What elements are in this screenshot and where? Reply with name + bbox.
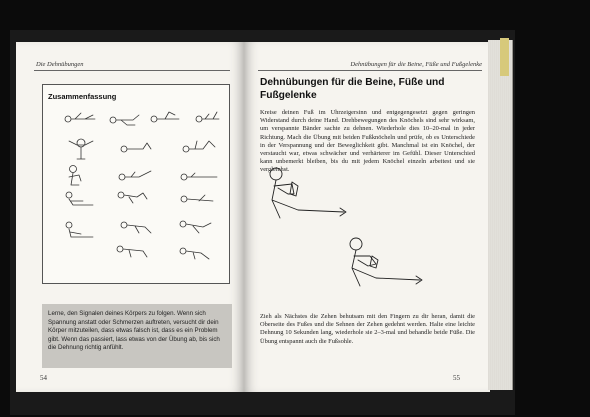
figure-lying-stretch-3 [151,112,179,122]
left-page [16,42,244,392]
figure-toe-pull [336,234,428,294]
chapter-title: Dehnübungen für die Beine, Füße und Fußgelenke [260,77,445,101]
page-number: 55 [453,374,460,382]
figure-kneeling [117,246,147,257]
right-page [244,42,490,392]
figure-lying-flat [181,173,217,180]
page-number: 54 [40,374,47,382]
figure-lying-stretch-2 [110,115,139,125]
header-rule [258,70,482,71]
body-paragraph: Kreise deinen Fuß im Uhrzeigersinn und entgegengesetzt gegen geringen Widerstand durch deine Hand. Drehbewegungen des Knöchels sind sehr wirksam, um verspannte Bänder sachte zu dehnen. Wiederhole dies 10–20-mal in jeder Richtung. Mach die Übung mit beiden Fußknöcheln und prüfe, ob es Unterschiede in der Verspannung und der Beweglichkeit gibt. Manchmal ist ein Knöchel, der verstaucht war, etwas schwächer und verhärterer im Gefühl. Dieser Unterschied kann unbemerkt bleiben, bis du mit jedem Knöchel einzeln arbeitest und sie vergleichst. [260,109,475,174]
figure-seated-legs [66,222,93,237]
page-edges [488,40,513,390]
figure-knees-bent [121,143,151,152]
body-paragraph: Zieh als Nächstes die Zehen behutsam mit den Fingern zu dir heran, damit die Oberseite des Fußes und die Sehnen der Zehen gedehnt werden. Halte eine leichte Dehnung 10 Sekunden lang, wiederhole sie 2–3-mal und behandle beide Füße. Die Übung entspannt auch die Fußsohle. [260,313,475,345]
tip-box [42,304,232,368]
summary-box [42,84,230,284]
figure-quad-stretch [118,192,147,203]
figure-ankle-rotation [258,164,350,224]
summary-title: Zusammenfassung [48,92,117,101]
stretch-illustrations [43,85,231,285]
figure-lying-stretch-4 [196,112,219,122]
bookmark-tab [500,38,509,76]
figure-lying-hands-behind-head [69,139,93,159]
figure-hugging-knees [69,166,81,186]
header-rule [34,70,230,71]
figure-lying-stretch-1 [65,113,95,122]
figure-low-stretch [121,222,151,233]
figure-sitting-reach [66,192,93,205]
figure-side-knee-stretch [183,141,215,152]
figure-side-lying [181,195,213,202]
figure-groin-stretch [180,221,211,233]
tip-text: Lerne, den Signalen deines Körpers zu folgen. Wenn sich Spannung anstatt oder Schmerzen auftreten, versucht dir dein Körper mitzuteilen, dass etwas falsch ist, dass es ein Problem gibt. Wenn das passiert, lass etwas von der Übung ab, bis sich die Dehnung richtig anfühlt. [48,310,220,352]
figure-leg-extended [119,171,151,180]
running-head: Die Dehnübungen [36,61,84,68]
running-head: Dehnübungen für die Beine, Füße und Fußgelenke [350,61,482,68]
figure-lunge [180,248,209,259]
